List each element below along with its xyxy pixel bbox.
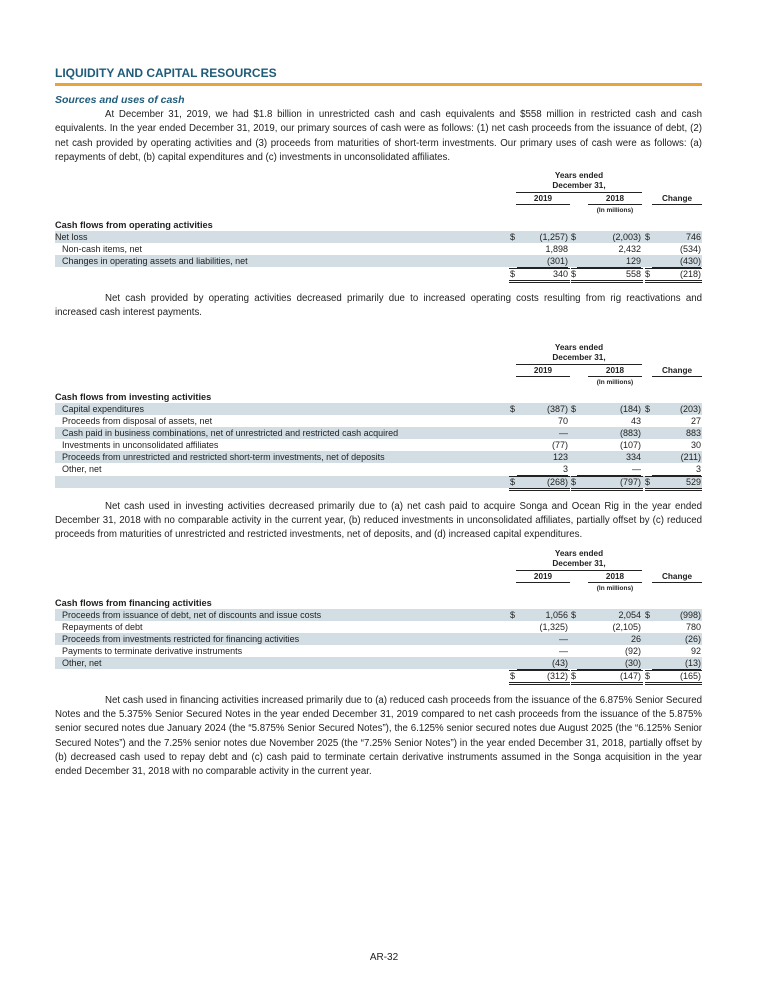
- total-row: [55, 670, 702, 682]
- value-2018: (2,003): [612, 232, 641, 243]
- value-change: (211): [680, 451, 701, 462]
- years-ended-label: [516, 171, 642, 191]
- table-row: [55, 633, 702, 645]
- units-label: (In millions): [596, 584, 634, 592]
- currency-symbol: $: [571, 670, 577, 681]
- row-label: Cash paid in business combinations, net of unrestricted and restricted cash acquired: [62, 427, 399, 438]
- row-label: Other, net: [62, 463, 102, 474]
- value-change: (430): [652, 255, 701, 268]
- december-text: December 31,: [552, 558, 606, 568]
- currency-symbol: $: [510, 670, 516, 681]
- value-change: 780: [685, 621, 701, 632]
- total-2019: (268): [546, 476, 568, 487]
- value-change: 3: [652, 463, 701, 476]
- table-row: [55, 439, 702, 451]
- years-ended-text: Years ended: [554, 548, 604, 558]
- value-2018: (883): [619, 427, 641, 438]
- currency-symbol: $: [510, 232, 516, 243]
- row-label: Proceeds from issuance of debt, net of discounts and issue costs: [62, 609, 322, 620]
- document-page: [55, 66, 702, 779]
- currency-symbol: $: [645, 609, 651, 620]
- row-label: Other, net: [62, 657, 102, 668]
- row-label: Net loss: [55, 232, 88, 243]
- table-row: [55, 609, 702, 621]
- value-2018: (30): [577, 657, 641, 670]
- table-row: [55, 415, 702, 427]
- total-2019: 340: [552, 269, 568, 280]
- value-change: 746: [685, 232, 701, 243]
- row-label: Repayments of debt: [62, 621, 143, 632]
- row-label: Payments to terminate derivative instruments: [62, 645, 243, 656]
- table-row: [55, 403, 702, 415]
- value-2019: (77): [551, 439, 568, 450]
- table-row: [55, 451, 702, 463]
- table-header: [55, 343, 702, 391]
- column-header-2019: 2019: [516, 572, 570, 583]
- value-2019: (301): [517, 255, 568, 268]
- value-2018: (92): [624, 645, 641, 656]
- table-row: [55, 243, 702, 255]
- value-2019: (1,257): [539, 232, 568, 243]
- row-label: Capital expenditures: [62, 403, 145, 414]
- years-ended-text: Years ended: [554, 342, 604, 352]
- operating-cash-flow-table: [55, 171, 702, 280]
- total-row: [55, 268, 702, 280]
- paragraph-operating: [55, 292, 702, 321]
- years-ended-label: [516, 549, 642, 569]
- section-title: Cash flows from investing activities: [55, 391, 212, 402]
- value-2019: (43): [517, 657, 568, 670]
- paragraph-text: Net cash used in financing activities increased primarily due to (a) reduced cash proceeds from the issuance of the 6.875% Senior Secured Notes and the 5.375% Senior Secured Notes in the year ended December 31, 2019 compared to net cash proceeds from the issuance of the 5.875% senior secured notes due January 2024 (the “5.875% Senior Secured Notes”), the 6.125% senior secured notes due August 2025 (the “6.125% Senior Secured Notes”) and the 7.25% senior notes due November 2025 (the “7.25% Senior Notes”) in the year ended December 31, 2018, partially offset by (b) decreased cash used to repay debt and (c) cash paid to terminate certain derivative instruments assumed in the Songa acquisition in the year ended December 31, 2018 with no comparable activity in the current year.: [55, 694, 702, 778]
- table-row: [55, 657, 702, 669]
- value-change: (534): [679, 244, 701, 255]
- value-2019: 3: [517, 463, 568, 476]
- row-label: Non-cash items, net: [62, 244, 143, 255]
- value-2018: (184): [619, 403, 641, 414]
- value-change: (203): [679, 403, 701, 414]
- value-2019: 1,056: [545, 609, 568, 620]
- paragraph-investing: [55, 500, 702, 543]
- section-heading: LIQUIDITY AND CAPITAL RESOURCES: [55, 66, 702, 86]
- currency-symbol: $: [571, 403, 577, 414]
- value-2018: 2,432: [618, 244, 641, 255]
- currency-symbol: $: [645, 476, 651, 487]
- december-text: December 31,: [552, 181, 606, 191]
- value-change: 883: [685, 427, 701, 438]
- column-header-change: Change: [652, 572, 702, 583]
- table-row: [55, 231, 702, 243]
- units-label: (In millions): [596, 207, 634, 215]
- value-2019: 70: [557, 415, 568, 426]
- table-row: [55, 427, 702, 439]
- table-row: [55, 645, 702, 657]
- value-2018: 43: [630, 415, 641, 426]
- value-2019: 1,898: [545, 244, 568, 255]
- currency-symbol: $: [645, 670, 651, 681]
- currency-symbol: $: [510, 403, 516, 414]
- paragraph-text: At December 31, 2019, we had $1.8 billion in unrestricted cash and cash equivalents and $558 million in restricted cash and cash equivalents. In the year ended December 31, 2019, our primary sources of cash were as follows: (1) net cash proceeds from the issuance of debt, (2) net cash provided by operating activities and (3) proceeds from maturities of short-term investments. Our primary uses of cash were as follows: (a) repayments of debt, (b) capital expenditures and (c) investments in unconsolidated affiliates.: [55, 109, 702, 163]
- currency-symbol: $: [571, 269, 577, 280]
- currency-symbol: $: [510, 609, 516, 620]
- paragraph-sources-uses: [55, 108, 702, 165]
- financing-cash-flow-table: [55, 549, 702, 682]
- subsection-heading: Sources and uses of cash: [55, 94, 185, 106]
- currency-symbol: $: [571, 476, 577, 487]
- header-rule: [516, 364, 642, 365]
- value-2018: (107): [619, 439, 641, 450]
- currency-symbol: $: [645, 403, 651, 414]
- column-header-2018: 2018: [588, 194, 642, 205]
- row-label: Proceeds from unrestricted and restricted short-term investments, net of deposits: [62, 451, 385, 462]
- value-2019: —: [559, 645, 568, 656]
- value-2018: 129: [577, 255, 641, 268]
- total-2018: 558: [625, 269, 641, 280]
- paragraph-text: Net cash provided by operating activities decreased primarily due to increased operating costs resulting from rig reactivations and increased cash interest payments.: [55, 293, 702, 319]
- column-header-2018: 2018: [588, 366, 642, 377]
- currency-symbol: $: [645, 269, 651, 280]
- paragraph-text: Net cash used in investing activities decreased primarily due to (a) net cash paid to acquire Songa and Ocean Rig in the year ended December 31, 2018 with no comparable activity in the current year, (b) reduced investments in unconsolidated affiliates, partially offset by (c) reduced proceeds from maturities of unrestricted and restricted investments, net of deposits, and (d) increased capital expenditures.: [55, 500, 702, 541]
- row-label: Proceeds from disposal of assets, net: [62, 415, 213, 426]
- value-change: 27: [690, 415, 701, 426]
- value-change: (13): [652, 657, 701, 670]
- december-text: December 31,: [552, 352, 606, 362]
- section-title: Cash flows from financing activities: [55, 597, 212, 608]
- header-rule: [516, 570, 642, 571]
- investing-cash-flow-table: [55, 343, 702, 488]
- column-header-2019: 2019: [516, 194, 570, 205]
- table-row: [55, 463, 702, 475]
- value-2018: 26: [630, 633, 641, 644]
- units-label: (In millions): [596, 378, 634, 386]
- value-2018: 2,054: [618, 609, 641, 620]
- value-change: (998): [679, 609, 701, 620]
- value-2019: 123: [552, 451, 568, 462]
- total-change: (218): [679, 269, 701, 280]
- currency-symbol: $: [571, 609, 577, 620]
- total-change: (165): [679, 670, 701, 681]
- column-header-change: Change: [652, 194, 702, 205]
- value-2018: (2,105): [612, 621, 641, 632]
- row-label: Proceeds from investments restricted for financing activities: [62, 633, 300, 644]
- total-2019: (312): [546, 670, 568, 681]
- page-number: AR-32: [369, 952, 399, 963]
- value-2019: (1,325): [539, 621, 568, 632]
- value-2019: —: [559, 427, 568, 438]
- currency-symbol: $: [510, 476, 516, 487]
- section-title: Cash flows from operating activities: [55, 220, 213, 231]
- table-row: [55, 621, 702, 633]
- value-2019: (387): [546, 403, 568, 414]
- paragraph-financing: [55, 694, 702, 780]
- years-ended-text: Years ended: [554, 171, 604, 181]
- value-2019: —: [559, 633, 568, 644]
- table-row: [55, 255, 702, 267]
- row-label: Investments in unconsolidated affiliates: [62, 439, 219, 450]
- currency-symbol: $: [510, 269, 516, 280]
- total-row: [55, 476, 702, 488]
- value-change: (26): [684, 633, 701, 644]
- value-2018: —: [577, 463, 641, 476]
- value-2018: 334: [625, 451, 641, 462]
- total-2018: (797): [619, 476, 641, 487]
- column-header-2018: 2018: [588, 572, 642, 583]
- currency-symbol: $: [571, 232, 577, 243]
- column-header-2019: 2019: [516, 366, 570, 377]
- value-change: 92: [690, 645, 701, 656]
- header-rule: [516, 192, 642, 193]
- column-header-change: Change: [652, 366, 702, 377]
- currency-symbol: $: [645, 232, 651, 243]
- table-header: [55, 171, 702, 219]
- table-header: [55, 549, 702, 597]
- value-change: 30: [690, 439, 701, 450]
- total-change: 529: [685, 476, 701, 487]
- years-ended-label: [516, 343, 642, 363]
- total-2018: (147): [619, 670, 641, 681]
- row-label: Changes in operating assets and liabilities, net: [62, 256, 248, 267]
